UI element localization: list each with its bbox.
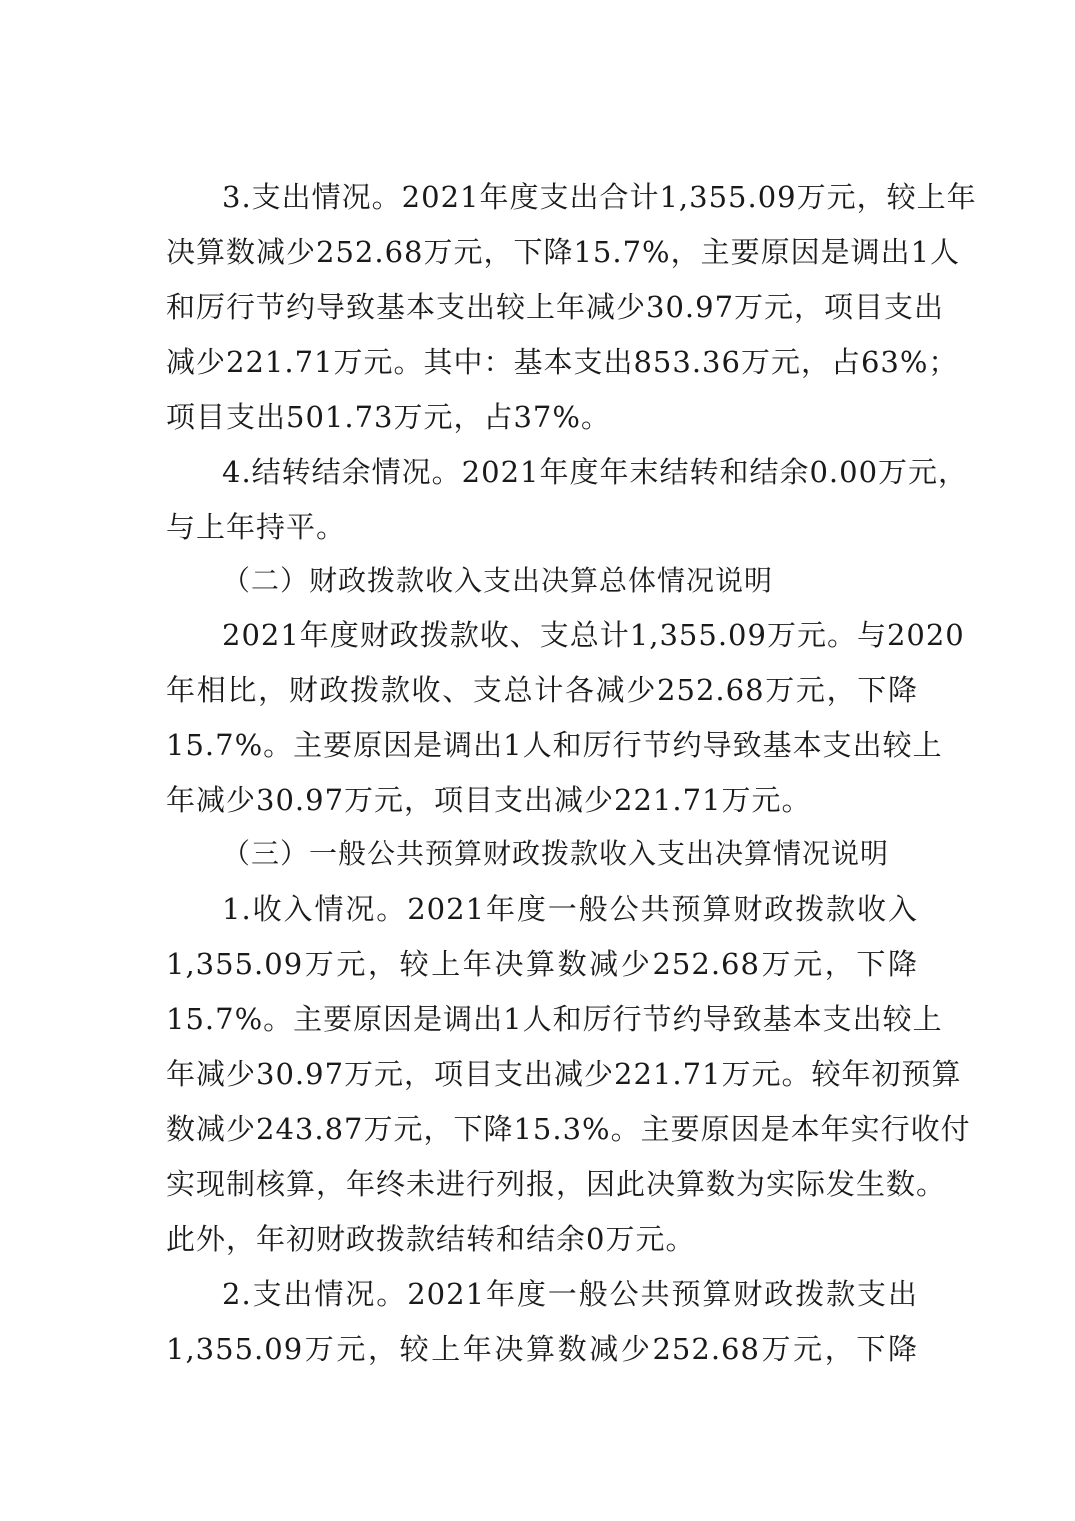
paragraph-expenditure-line-4: 减少221.71万元。其中：基本支出853.36万元，占63%； xyxy=(166,345,959,379)
paragraph-income-line-2: 1,355.09万元，较上年决算数减少252.68万元，下降 xyxy=(166,947,918,981)
paragraph-fiscal-total-line-1: 2021年度财政拨款收、支总计1,355.09万元。与2020 xyxy=(222,618,965,652)
paragraph-spending-line-2: 1,355.09万元，较上年决算数减少252.68万元，下降 xyxy=(166,1332,918,1366)
paragraph-fiscal-total-line-2: 年相比，财政拨款收、支总计各减少252.68万元，下降 xyxy=(166,673,918,707)
paragraph-carryover-line-1: 4.结转结余情况。2021年度年末结转和结余0.00万元， xyxy=(222,455,969,489)
paragraph-income-line-6: 实现制核算，年终未进行列报，因此决算数为实际发生数。 xyxy=(166,1167,947,1201)
paragraph-spending-line-1: 2.支出情况。2021年度一般公共预算财政拨款支出 xyxy=(222,1277,918,1311)
paragraph-expenditure-line-3: 和厉行节约导致基本支出较上年减少30.97万元，项目支出 xyxy=(166,290,945,324)
paragraph-expenditure-line-5: 项目支出501.73万元，占37%。 xyxy=(166,400,611,434)
section-heading-3: （三）一般公共预算财政拨款收入支出决算情况说明 xyxy=(222,837,890,870)
paragraph-income-line-5: 数减少243.87万元，下降15.3%。主要原因是本年实行收付 xyxy=(166,1112,971,1146)
paragraph-income-line-7: 此外，年初财政拨款结转和结余0万元。 xyxy=(166,1222,696,1256)
paragraph-income-line-4: 年减少30.97万元，项目支出减少221.71万元。较年初预算 xyxy=(166,1057,962,1091)
paragraph-fiscal-total-line-4: 年减少30.97万元，项目支出减少221.71万元。 xyxy=(166,783,812,817)
paragraph-fiscal-total-line-3: 15.7%。主要原因是调出1人和厉行节约导致基本支出较上 xyxy=(166,728,943,762)
section-heading-2: （二）财政拨款收入支出决算总体情况说明 xyxy=(222,564,774,597)
paragraph-expenditure-line-1: 3.支出情况。2021年度支出合计1,355.09万元，较上年 xyxy=(222,180,977,214)
paragraph-income-line-1: 1.收入情况。2021年度一般公共预算财政拨款收入 xyxy=(222,892,918,926)
paragraph-carryover-line-2: 与上年持平。 xyxy=(166,510,347,544)
paragraph-expenditure-line-2: 决算数减少252.68万元，下降15.7%，主要原因是调出1人 xyxy=(166,235,961,269)
paragraph-income-line-3: 15.7%。主要原因是调出1人和厉行节约导致基本支出较上 xyxy=(166,1002,943,1036)
